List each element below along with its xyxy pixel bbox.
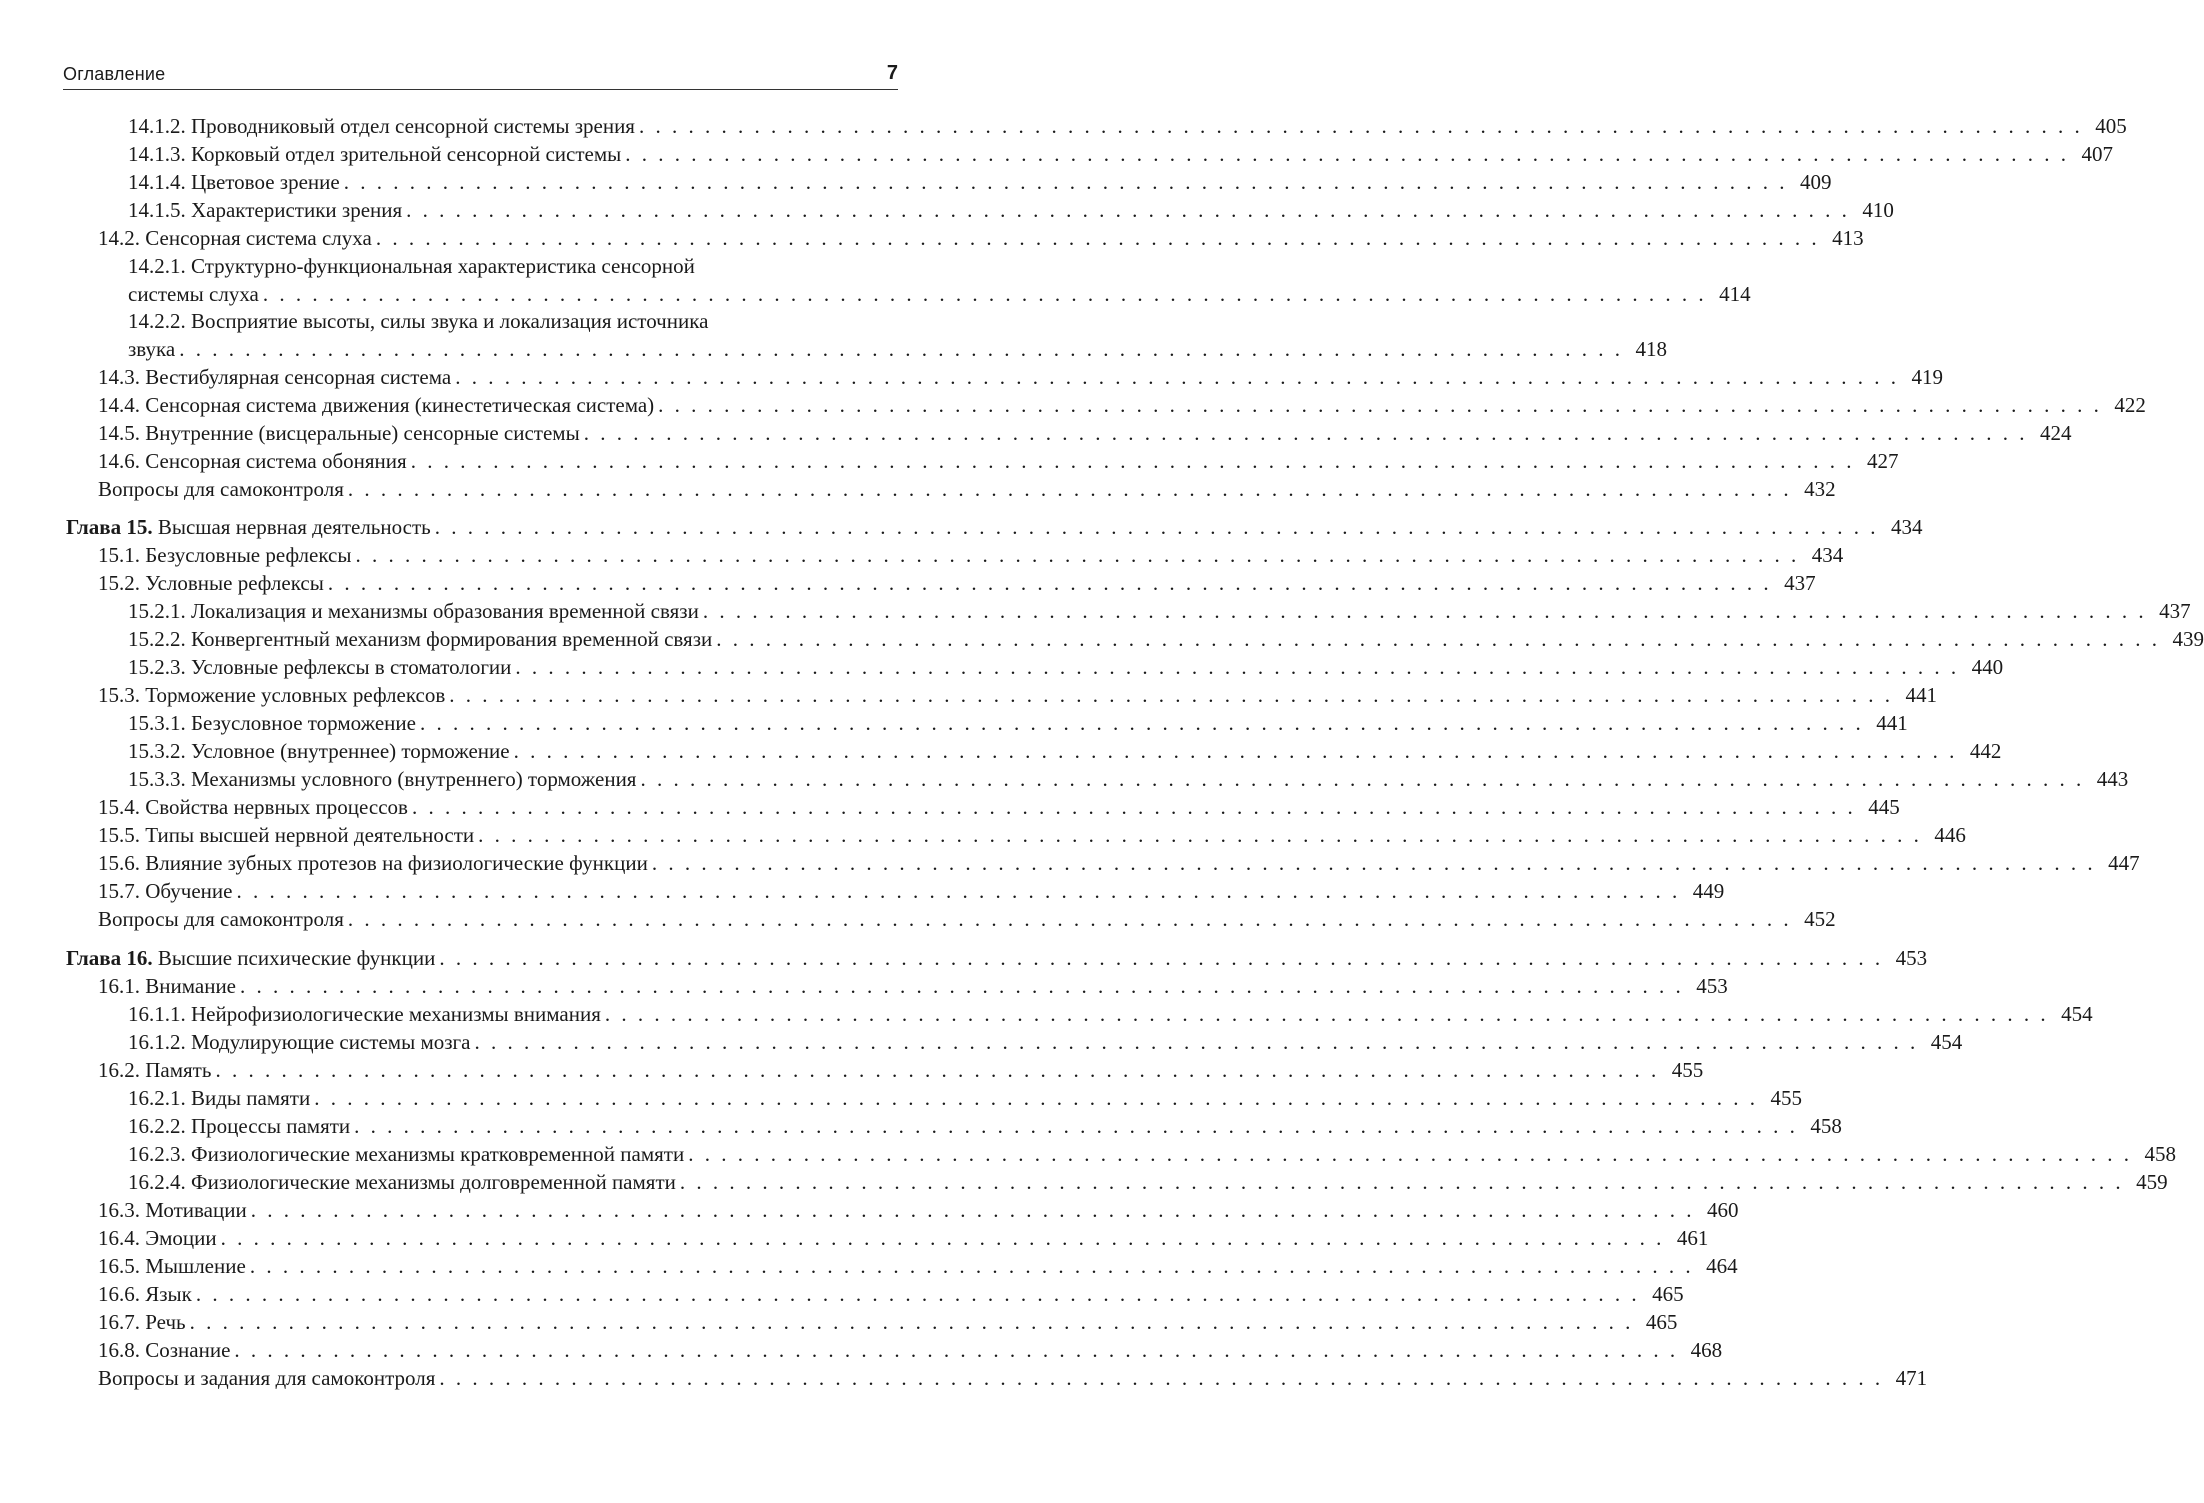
toc-entry [128, 1168, 2168, 1196]
toc-entry [98, 972, 1728, 1000]
dot-leader: . . . . . . . . . . . . . . . . . . . . . . . . . . . . . . . . . . . . . . . . . . . . . . . . . . . . . . . . . . . . . . . . . . . . . . . . . . . . . . . . . . . . . . . . [262, 282, 1707, 306]
toc-entry-title: 15.1. Безусловные рефлексы [98, 543, 352, 567]
toc-entry [98, 1224, 1709, 1252]
toc-entry-page: 405 [2095, 114, 2127, 138]
dot-leader: . . . . . . . . . . . . . . . . . . . . . . . . . . . . . . . . . . . . . . . . . . . . . . . . . . . . . . . . . . . . . . . . . . . . . . . . . . . . . . . . . . . . . . . . [625, 142, 2069, 166]
toc-entry [98, 849, 2140, 877]
toc-entry [98, 224, 1864, 252]
toc-entry-page: 434 [1811, 543, 1844, 567]
dot-leader: . . . . . . . . . . . . . . . . . . . . . . . . . . . . . . . . . . . . . . . . . . . . . . . . . . . . . . . . . . . . . . . . . . . . . . . . . . . . . . . . . . . . . . . . [375, 226, 1820, 250]
toc-entry-title: 15.7. Обучение [98, 879, 233, 903]
toc-entry-page: 439 [2172, 627, 2204, 651]
toc-entry-title: 15.5. Типы высшей нервной деятельности [98, 823, 475, 847]
dot-leader: . . . . . . . . . . . . . . . . . . . . . . . . . . . . . . . . . . . . . . . . . . . . . . . . . . . . . . . . . . . . . . . . . . . . . . . . . . . . . . . . . . . . . . . . [688, 1142, 2132, 1166]
dot-leader: . . . . . . . . . . . . . . . . . . . . . . . . . . . . . . . . . . . . . . . . . . . . . . . . . . . . . . . . . . . . . . . . . . . . . . . . . . . . . . . . . . . . . . . . [343, 170, 1788, 194]
toc-entry-page: 468 [1690, 1338, 1723, 1362]
toc-entry [98, 1364, 1928, 1392]
toc-entry [98, 363, 1943, 391]
chapter-entry [66, 944, 1928, 972]
toc-entry-title: 15.2.3. Условные рефлексы в стоматологии [128, 655, 512, 679]
toc-entry-page: 445 [1868, 795, 1900, 819]
toc-entry [98, 877, 1725, 905]
toc-entry [98, 569, 1816, 597]
toc-entry-title: 16.1.1. Нейрофизиологические механизмы внимания [128, 1002, 601, 1026]
toc-entry-page: 419 [1911, 365, 1943, 389]
toc-entry-page: 432 [1804, 477, 1836, 501]
toc-entry-title: 16.8. Сознание [98, 1338, 231, 1362]
dot-leader: . . . . . . . . . . . . . . . . . . . . . . . . . . . . . . . . . . . . . . . . . . . . . . . . . . . . . . . . . . . . . . . . . . . . . . . . . . . . . . . . . . . . . . . . [406, 198, 1850, 222]
toc-entry-title: Вопросы для самоконтроля [98, 907, 344, 931]
dot-leader: . . . . . . . . . . . . . . . . . . . . . . . . . . . . . . . . . . . . . . . . . . . . . . . . . . . . . . . . . . . . . . . . . . . . . . . . . . . . . . . . . . . . . . . . [439, 946, 1884, 970]
toc-entry [128, 1000, 2093, 1028]
chapter-number: Глава 16. [66, 946, 153, 970]
toc-entry-title: 16.2.3. Физиологические механизмы кратковременной памяти [128, 1142, 685, 1166]
toc-entry-page: 446 [1934, 823, 1966, 847]
toc-entry-page: 460 [1706, 1198, 1739, 1222]
toc-entry-page: 455 [1770, 1086, 1802, 1110]
dot-leader: . . . . . . . . . . . . . . . . . . . . . . . . . . . . . . . . . . . . . . . . . . . . . . . . . . . . . . . . . . . . . . . . . . . . . . . . . . . . . . . . . . . . . . . . [604, 1002, 2049, 1026]
toc-entry-title: 14.2. Сенсорная система слуха [98, 226, 372, 250]
toc-entry [128, 737, 2002, 765]
toc-entry [128, 112, 2127, 140]
toc-entry [98, 1308, 1678, 1336]
toc-entry [128, 252, 1751, 308]
toc-entry-page: 465 [1645, 1310, 1678, 1334]
toc-entry-title: 14.5. Внутренние (висцеральные) сенсорные системы [98, 421, 580, 445]
dot-leader: . . . . . . . . . . . . . . . . . . . . . . . . . . . . . . . . . . . . . . . . . . . . . . . . . . . . . . . . . . . . . . . . . . . . . . . . . . . . . . . . . . . . . . . . [513, 739, 1958, 763]
dot-leader: . . . . . . . . . . . . . . . . . . . . . . . . . . . . . . . . . . . . . . . . . . . . . . . . . . . . . . . . . . . . . . . . . . . . . . . . . . . . . . . . . . . . . . . . [716, 627, 2160, 651]
header-rule [63, 89, 898, 90]
dot-leader: . . . . . . . . . . . . . . . . . . . . . . . . . . . . . . . . . . . . . . . . . . . . . . . . . . . . . . . . . . . . . . . . . . . . . . . . . . . . . . . . . . . . . . . . [702, 599, 2147, 623]
toc-entry [98, 541, 1844, 569]
dot-leader: . . . . . . . . . . . . . . . . . . . . . . . . . . . . . . . . . . . . . . . . . . . . . . . . . . . . . . . . . . . . . . . . . . . . . . . . . . . . . . . . . . . . . . . . [250, 1198, 1695, 1222]
toc-entry-page: 453 [1696, 974, 1728, 998]
toc-entry [98, 821, 1966, 849]
toc-entry-title: 16.5. Мышление [98, 1254, 246, 1278]
toc-entry-page: 464 [1706, 1254, 1738, 1278]
toc-entry-title: 16.4. Эмоции [98, 1226, 217, 1250]
page-number: 7 [886, 62, 898, 84]
toc-entry-title: 15.3.3. Механизмы условного (внутреннего) торможения [128, 767, 637, 791]
toc-entry-page: 414 [1719, 282, 1751, 306]
toc-entry [98, 447, 1899, 475]
dot-leader: . . . . . . . . . . . . . . . . . . . . . . . . . . . . . . . . . . . . . . . . . . . . . . . . . . . . . . . . . . . . . . . . . . . . . . . . . . . . . . . . . . . . . . . . [410, 449, 1855, 473]
toc-entry-page: 454 [1930, 1030, 1963, 1054]
toc-entry-page: 449 [1692, 879, 1725, 903]
toc-entry-title: 14.1.4. Цветовое зрение [128, 170, 340, 194]
toc-entry-title: 16.1. Внимание [98, 974, 236, 998]
dot-leader: . . . . . . . . . . . . . . . . . . . . . . . . . . . . . . . . . . . . . . . . . . . . . . . . . . . . . . . . . . . . . . . . . . . . . . . . . . . . . . . . . . . . . . . . [195, 1282, 1640, 1306]
toc-entry [128, 1084, 1802, 1112]
toc-entry-title: 14.3. Вестибулярная сенсорная система [98, 365, 452, 389]
toc-entry-page: 410 [1862, 198, 1894, 222]
toc-entry-title: 16.6. Язык [98, 1282, 192, 1306]
toc-entry [128, 625, 2204, 653]
toc-entry-title: Высшие психические функции [157, 946, 436, 970]
toc-entry-title: 15.6. Влияние зубных протезов на физиологические функции [98, 851, 648, 875]
dot-leader: . . . . . . . . . . . . . . . . . . . . . . . . . . . . . . . . . . . . . . . . . . . . . . . . . . . . . . . . . . . . . . . . . . . . . . . . . . . . . . . . . . . . . . . . [478, 823, 1922, 847]
dot-leader: . . . . . . . . . . . . . . . . . . . . . . . . . . . . . . . . . . . . . . . . . . . . . . . . . . . . . . . . . . . . . . . . . . . . . . . . . . . . . . . . . . . . . . . . [314, 1086, 1758, 1110]
toc-entry-page: 440 [1971, 655, 2004, 679]
toc-entry-page: 471 [1895, 1366, 1928, 1390]
toc-entry-title: 15.3. Торможение условных рефлексов [98, 683, 446, 707]
chapter-number: Глава 15. [66, 515, 153, 539]
dot-leader: . . . . . . . . . . . . . . . . . . . . . . . . . . . . . . . . . . . . . . . . . . . . . . . . . . . . . . . . . . . . . . . . . . . . . . . . . . . . . . . . . . . . . . . . [240, 974, 1684, 998]
toc-entry-title: 15.2.1. Локализация и механизмы образования временной связи [128, 599, 699, 623]
toc-entry-title: 16.2. Память [98, 1058, 212, 1082]
toc-entry-title: 16.2.2. Процессы памяти [128, 1114, 351, 1138]
toc-entry [98, 793, 1900, 821]
toc-entry-title: 16.3. Мотивации [98, 1198, 247, 1222]
toc-entry [128, 307, 1667, 363]
toc-entry [128, 1028, 1963, 1056]
dot-leader: . . . . . . . . . . . . . . . . . . . . . . . . . . . . . . . . . . . . . . . . . . . . . . . . . . . . . . . . . . . . . . . . . . . . . . . . . . . . . . . . . . . . . . . . [189, 1310, 1634, 1334]
toc-entry-title: 15.3.2. Условное (внутреннее) торможение [128, 739, 510, 763]
toc-entry [98, 475, 1836, 503]
toc-entry-title: 16.2.4. Физиологические механизмы долговременной памяти [128, 1170, 676, 1194]
toc-entry [128, 1112, 1842, 1140]
toc-entry [98, 905, 1836, 933]
toc-entry [98, 1252, 1738, 1280]
dot-leader: . . . . . . . . . . . . . . . . . . . . . . . . . . . . . . . . . . . . . . . . . . . . . . . . . . . . . . . . . . . . . . . . . . . . . . . . . . . . . . . . . . . . . . . . [449, 683, 1893, 707]
toc-entry-page: 452 [1804, 907, 1836, 931]
toc-entry-page: 434 [1890, 515, 1923, 539]
toc-entry-page: 409 [1799, 170, 1832, 194]
dot-leader: . . . . . . . . . . . . . . . . . . . . . . . . . . . . . . . . . . . . . . . . . . . . . . . . . . . . . . . . . . . . . . . . . . . . . . . . . . . . . . . . . . . . . . . . [434, 515, 1879, 539]
toc-entry-page: 413 [1832, 226, 1864, 250]
toc-entry [98, 681, 1937, 709]
toc-entry-page: 458 [2144, 1142, 2176, 1166]
toc-entry [98, 419, 2072, 447]
dot-leader: . . . . . . . . . . . . . . . . . . . . . . . . . . . . . . . . . . . . . . . . . . . . . . . . . . . . . . . . . . . . . . . . . . . . . . . . . . . . . . . . . . . . . . . . [455, 365, 1899, 389]
toc-entry-title-line: 14.2.1. Структурно-функциональная характеристика сенсорной [128, 254, 695, 278]
dot-leader: . . . . . . . . . . . . . . . . . . . . . . . . . . . . . . . . . . . . . . . . . . . . . . . . . . . . . . . . . . . . . . . . . . . . . . . . . . . . . . . . . . . . . . . . [220, 1226, 1665, 1250]
toc-entry-page: 458 [1810, 1114, 1842, 1138]
toc-entry-title: Вопросы и задания для самоконтроля [98, 1366, 436, 1390]
toc-entry-title: 14.1.5. Характеристики зрения [128, 198, 403, 222]
toc-entry [128, 653, 2004, 681]
dot-leader: . . . . . . . . . . . . . . . . . . . . . . . . . . . . . . . . . . . . . . . . . . . . . . . . . . . . . . . . . . . . . . . . . . . . . . . . . . . . . . . . . . . . . . . . [439, 1366, 1884, 1390]
toc-entry-page: 447 [2108, 851, 2140, 875]
toc-entry-page: 441 [1905, 683, 1937, 707]
toc-entry-title: 16.2.1. Виды памяти [128, 1086, 311, 1110]
toc-entry-page: 453 [1895, 946, 1928, 970]
dot-leader: . . . . . . . . . . . . . . . . . . . . . . . . . . . . . . . . . . . . . . . . . . . . . . . . . . . . . . . . . . . . . . . . . . . . . . . . . . . . . . . . . . . . . . . . [640, 767, 2085, 791]
toc-entry-title: звука [128, 337, 176, 361]
toc-entry-page: 442 [1969, 739, 2002, 763]
dot-leader: . . . . . . . . . . . . . . . . . . . . . . . . . . . . . . . . . . . . . . . . . . . . . . . . . . . . . . . . . . . . . . . . . . . . . . . . . . . . . . . . . . . . . . . . [347, 907, 1792, 931]
toc-entry-page: 437 [1784, 571, 1816, 595]
toc-entry-title-line: 14.2.2. Восприятие высоты, силы звука и локализация источника [128, 309, 709, 333]
toc-entry-page: 461 [1676, 1226, 1709, 1250]
toc-entry [128, 765, 2129, 793]
toc-entry [128, 140, 2113, 168]
toc-entry-title: системы слуха [128, 282, 259, 306]
toc-entry-title: 14.4. Сенсорная система движения (кинестетическая система) [98, 393, 655, 417]
toc-entry-page: 441 [1876, 711, 1908, 735]
toc-entry-page: 418 [1635, 337, 1667, 361]
toc-entry-page: 407 [2081, 142, 2113, 166]
toc-entry [128, 196, 1894, 224]
dot-leader: . . . . . . . . . . . . . . . . . . . . . . . . . . . . . . . . . . . . . . . . . . . . . . . . . . . . . . . . . . . . . . . . . . . . . . . . . . . . . . . . . . . . . . . . [679, 1170, 2124, 1194]
toc-entry-page: 459 [2136, 1170, 2168, 1194]
dot-leader: . . . . . . . . . . . . . . . . . . . . . . . . . . . . . . . . . . . . . . . . . . . . . . . . . . . . . . . . . . . . . . . . . . . . . . . . . . . . . . . . . . . . . . . . [355, 543, 1800, 567]
toc-entry-page: 424 [2039, 421, 2072, 445]
dot-leader: . . . . . . . . . . . . . . . . . . . . . . . . . . . . . . . . . . . . . . . . . . . . . . . . . . . . . . . . . . . . . . . . . . . . . . . . . . . . . . . . . . . . . . . . [474, 1030, 1919, 1054]
dot-leader: . . . . . . . . . . . . . . . . . . . . . . . . . . . . . . . . . . . . . . . . . . . . . . . . . . . . . . . . . . . . . . . . . . . . . . . . . . . . . . . . . . . . . . . . [354, 1114, 1798, 1138]
toc-entry-title: 14.1.2. Проводниковый отдел сенсорной системы зрения [128, 114, 635, 138]
toc-entry [98, 1336, 1723, 1364]
dot-leader: . . . . . . . . . . . . . . . . . . . . . . . . . . . . . . . . . . . . . . . . . . . . . . . . . . . . . . . . . . . . . . . . . . . . . . . . . . . . . . . . . . . . . . . . [234, 1338, 1679, 1362]
running-head [63, 62, 898, 88]
toc-entry-title: 14.6. Сенсорная система обоняния [98, 449, 407, 473]
toc-entry-page: 443 [2096, 767, 2129, 791]
chapter-entry [66, 513, 1923, 541]
toc-entry-title: Вопросы для самоконтроля [98, 477, 344, 501]
dot-leader: . . . . . . . . . . . . . . . . . . . . . . . . . . . . . . . . . . . . . . . . . . . . . . . . . . . . . . . . . . . . . . . . . . . . . . . . . . . . . . . . . . . . . . . . [249, 1254, 1694, 1278]
dot-leader: . . . . . . . . . . . . . . . . . . . . . . . . . . . . . . . . . . . . . . . . . . . . . . . . . . . . . . . . . . . . . . . . . . . . . . . . . . . . . . . . . . . . . . . . [411, 795, 1856, 819]
dot-leader: . . . . . . . . . . . . . . . . . . . . . . . . . . . . . . . . . . . . . . . . . . . . . . . . . . . . . . . . . . . . . . . . . . . . . . . . . . . . . . . . . . . . . . . . [347, 477, 1792, 501]
toc-entry [128, 597, 2191, 625]
toc-entry [98, 1056, 1704, 1084]
toc-entry-title: 14.1.3. Корковый отдел зрительной сенсорной системы [128, 142, 622, 166]
toc-entry-title: 15.3.1. Безусловное торможение [128, 711, 416, 735]
dot-leader: . . . . . . . . . . . . . . . . . . . . . . . . . . . . . . . . . . . . . . . . . . . . . . . . . . . . . . . . . . . . . . . . . . . . . . . . . . . . . . . . . . . . . . . . [327, 571, 1772, 595]
dot-leader: . . . . . . . . . . . . . . . . . . . . . . . . . . . . . . . . . . . . . . . . . . . . . . . . . . . . . . . . . . . . . . . . . . . . . . . . . . . . . . . . . . . . . . . . [419, 711, 1864, 735]
toc-entry-page: 465 [1652, 1282, 1684, 1306]
toc-entry-page: 437 [2159, 599, 2191, 623]
dot-leader: . . . . . . . . . . . . . . . . . . . . . . . . . . . . . . . . . . . . . . . . . . . . . . . . . . . . . . . . . . . . . . . . . . . . . . . . . . . . . . . . . . . . . . . . [658, 393, 2102, 417]
toc-entry [128, 709, 1908, 737]
toc-entry [98, 1196, 1739, 1224]
toc-entry-page: 454 [2061, 1002, 2093, 1026]
dot-leader: . . . . . . . . . . . . . . . . . . . . . . . . . . . . . . . . . . . . . . . . . . . . . . . . . . . . . . . . . . . . . . . . . . . . . . . . . . . . . . . . . . . . . . . . [638, 114, 2083, 138]
dot-leader: . . . . . . . . . . . . . . . . . . . . . . . . . . . . . . . . . . . . . . . . . . . . . . . . . . . . . . . . . . . . . . . . . . . . . . . . . . . . . . . . . . . . . . . . [215, 1058, 1660, 1082]
toc-entry-page: 427 [1866, 449, 1899, 473]
toc-entry-title: 15.2.2. Конвергентный механизм формирования временной связи [128, 627, 713, 651]
toc-entry-title: 16.7. Речь [98, 1310, 186, 1334]
toc-entry [98, 391, 2146, 419]
toc-entry-title: 16.1.2. Модулирующие системы мозга [128, 1030, 471, 1054]
toc-entry [128, 168, 1832, 196]
toc-entry-title: Высшая нервная деятельность [157, 515, 431, 539]
toc-entry-page: 422 [2114, 393, 2146, 417]
dot-leader: . . . . . . . . . . . . . . . . . . . . . . . . . . . . . . . . . . . . . . . . . . . . . . . . . . . . . . . . . . . . . . . . . . . . . . . . . . . . . . . . . . . . . . . . [236, 879, 1681, 903]
dot-leader: . . . . . . . . . . . . . . . . . . . . . . . . . . . . . . . . . . . . . . . . . . . . . . . . . . . . . . . . . . . . . . . . . . . . . . . . . . . . . . . . . . . . . . . . [179, 337, 1623, 361]
running-head-title: Оглавление [63, 64, 166, 84]
dot-leader: . . . . . . . . . . . . . . . . . . . . . . . . . . . . . . . . . . . . . . . . . . . . . . . . . . . . . . . . . . . . . . . . . . . . . . . . . . . . . . . . . . . . . . . . [651, 851, 2096, 875]
toc-entry-title: 15.4. Свойства нервных процессов [98, 795, 408, 819]
toc-entry [128, 1140, 2176, 1168]
dot-leader: . . . . . . . . . . . . . . . . . . . . . . . . . . . . . . . . . . . . . . . . . . . . . . . . . . . . . . . . . . . . . . . . . . . . . . . . . . . . . . . . . . . . . . . . [583, 421, 2028, 445]
toc-entry-title: 15.2. Условные рефлексы [98, 571, 324, 595]
toc-entry-page: 455 [1671, 1058, 1704, 1082]
toc-entry [98, 1280, 1684, 1308]
dot-leader: . . . . . . . . . . . . . . . . . . . . . . . . . . . . . . . . . . . . . . . . . . . . . . . . . . . . . . . . . . . . . . . . . . . . . . . . . . . . . . . . . . . . . . . . [515, 655, 1960, 679]
